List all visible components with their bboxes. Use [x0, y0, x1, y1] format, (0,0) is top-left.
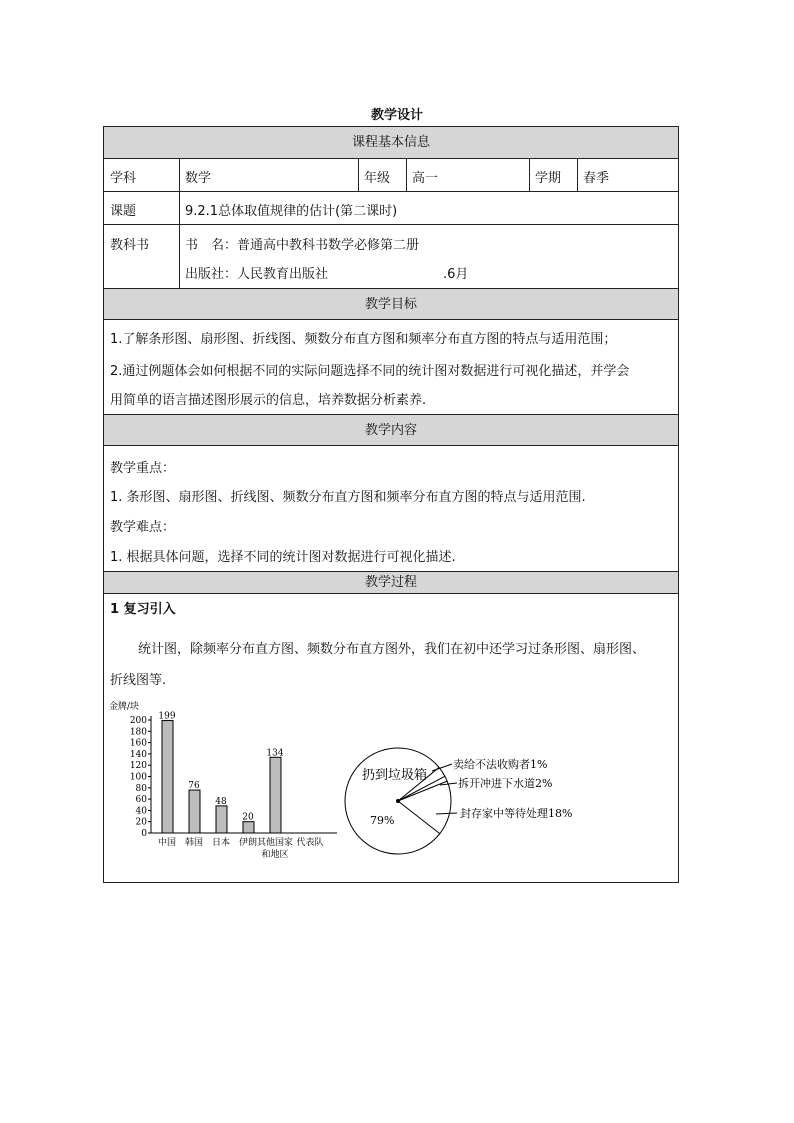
pie-center [396, 799, 400, 803]
publisher-line: 出版社：人民教育出版社 [185, 267, 329, 282]
disposal-pie-chart [340, 746, 600, 866]
bar-中国 [162, 721, 173, 833]
y-tick-label: 40 [135, 806, 147, 817]
slice-label-sewer: 拆开冲进下水道2% [458, 777, 553, 790]
publish-date: .6月 [443, 267, 469, 282]
subject-label: 学科 [110, 171, 137, 186]
topic-label: 课题 [110, 204, 137, 219]
gold-medal-bar-chart [105, 696, 345, 864]
category-label: 代表队 [296, 838, 324, 848]
category-label: 其他国家 [256, 838, 294, 848]
difficulty-item: 1. 根据具体问题，选择不同的统计图对数据进行可视化描述. [110, 550, 456, 565]
data-label: 134 [266, 748, 284, 759]
process-paragraph-line-1: 统计图，除频率分布直方图、频数分布直方图外，我们在初中还学习过条形图、扇形图、 [138, 642, 646, 657]
step-title: 1 复习引入 [110, 602, 176, 617]
y-tick-label: 200 [129, 716, 147, 726]
grade-label: 年级 [364, 171, 391, 186]
document-title: 教学设计 [370, 108, 423, 123]
y-tick-label: 120 [129, 761, 147, 772]
y-tick-label: 180 [129, 727, 147, 738]
data-label: 48 [215, 796, 227, 807]
slice-value-trash: 79% [370, 814, 395, 827]
slice-label-trash: 扔到垃圾箱 [362, 768, 428, 783]
y-tick-label: 140 [129, 749, 147, 760]
grade-value: 高一 [412, 171, 439, 186]
bar-韩国 [189, 790, 200, 833]
section-goals-header: 教学目标 [104, 289, 678, 320]
bar-其他国家 [270, 757, 281, 833]
slice-label-sell: 卖给不法收购者1% [453, 758, 548, 771]
bar-日本 [216, 806, 227, 833]
data-label: 20 [242, 812, 254, 823]
y-tick-label: 60 [135, 795, 147, 806]
section-basic-header: 课程基本信息 [104, 127, 678, 159]
goal-line-1: 1.了解条形图、扇形图、折线图、频数分布直方图和频率分布直方图的特点与适用范围； [110, 332, 617, 347]
section-content-header: 教学内容 [104, 415, 678, 446]
textbook-label: 教科书 [110, 238, 150, 253]
y-tick-label: 160 [129, 738, 147, 749]
subject-value: 数学 [185, 171, 212, 186]
y-tick-label: 100 [129, 772, 147, 783]
basic-info-row [104, 159, 678, 192]
y-axis-label: 金牌/块 [109, 702, 140, 712]
content-cell [104, 446, 678, 572]
category-label: 日本 [211, 838, 231, 848]
data-label: 76 [188, 781, 200, 792]
topic-value: 9.2.1总体取值规律的估计(第二课时) [185, 204, 398, 219]
goals-cell [104, 320, 678, 415]
term-value: 春季 [583, 171, 610, 186]
goal-line-3: 用简单的语言描述图形展示的信息，培养数据分析素养. [110, 393, 427, 408]
term-label: 学期 [535, 171, 562, 186]
difficulty-label: 教学难点： [110, 520, 176, 535]
category-label: 韩国 [184, 838, 204, 848]
goal-line-2: 2.通过例题体会如何根据不同的实际问题选择不同的统计图对数据进行可视化描述，并学会 [110, 364, 630, 379]
section-process-header: 教学过程 [104, 572, 678, 594]
topic-row [104, 192, 678, 225]
category-label: 中国 [157, 838, 177, 848]
category-label: 伊朗 [238, 838, 258, 848]
y-tick-label: 80 [135, 783, 147, 794]
key-points-item: 1. 条形图、扇形图、折线图、频数分布直方图和频率分布直方图的特点与适用范围. [110, 490, 586, 505]
bar-伊朗 [243, 822, 254, 833]
category-label-line2: 和地区 [261, 850, 289, 860]
slice-label-storage: 封存家中等待处理18% [460, 807, 573, 820]
data-label: 199 [158, 711, 176, 722]
y-tick-label: 0 [141, 829, 147, 839]
book-name-line: 书 名：普通高中教科书数学必修第二册 [185, 238, 420, 253]
key-points-label: 教学重点： [110, 461, 176, 476]
y-tick-label: 20 [135, 817, 147, 828]
process-paragraph-line-2: 折线图等. [110, 673, 167, 688]
textbook-row [104, 225, 678, 289]
